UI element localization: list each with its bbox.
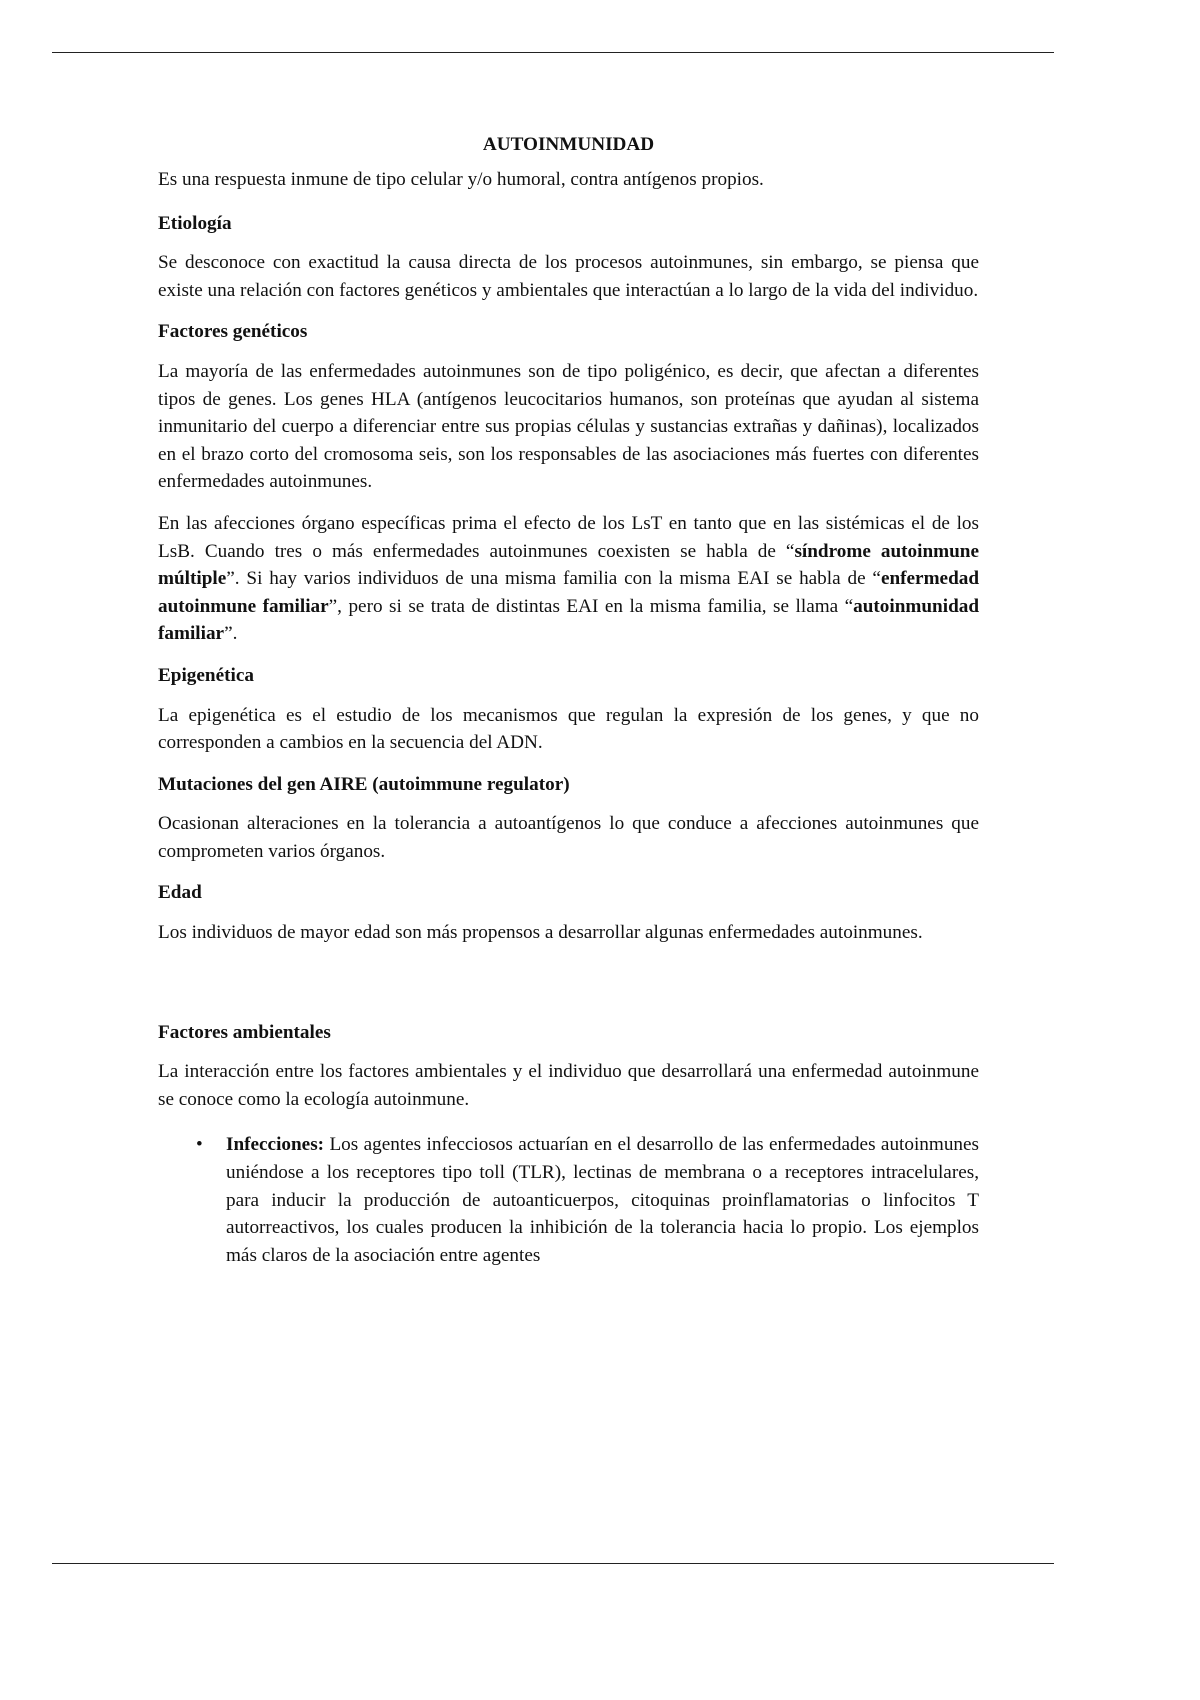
text-run: ”. Si hay varios individuos de una misma familia con la misma EAI se habla de “ — [226, 568, 881, 590]
term-enfermedad-autoinmune-familiar: enfermedad autoinmune familiar — [158, 568, 979, 617]
intro-paragraph: Es una respuesta inmune de tipo celular y/o humoral, contra antígenos propios. — [158, 169, 764, 190]
heading-factores-ambientales: Factores ambientales — [158, 1021, 331, 1043]
text-run: ”, pero si se trata de distintas EAI en la misma familia, se llama “ — [328, 595, 854, 617]
heading-mutaciones-aire: Mutaciones del gen AIRE (autoimmune regulator) — [158, 773, 570, 795]
heading-epigenetica: Epigenética — [158, 664, 254, 686]
paragraph-geneticos-hla: La mayoría de las enfermedades autoinmunes son de tipo poligénico, es decir, que afectan a diferentes tipos de genes. Los genes HLA (antígenos leucocitarios humanos, son proteínas que ayudan al sistema inmunitario del cuerpo a diferenciar entre sus propias células y sustancias extrañas y dañinas), localizados en el brazo corto del cromosoma seis, son los responsables de las asociaciones más fuertes con diferentes enfermedades autoinmunes. — [158, 360, 979, 493]
paragraph-epigenetica: La epigenética es el estudio de los mecanismos que regulan la expresión de los genes, y que no corresponden a cambios en la secuencia del ADN. — [158, 704, 979, 754]
bullet-text-infecciones: Los agentes infecciosos actuarían en el desarrollo de las enfermedades autoinmunes uniéndose a los receptores tipo toll (TLR), lectinas de membrana o a receptores intracelulares, para inducir la producción de autoanticuerpos, citoquinas proinflamatorias o linfocitos T autorreactivos, los cuales producen la inhibición de la tolerancia hacia lo propio. Los ejemplos más claros de la asociación entre agentes — [226, 1134, 979, 1266]
document-title: AUTOINMUNIDAD — [482, 134, 655, 155]
paragraph-factores-ambientales: La interacción entre los factores ambientales y el individuo que desarrollará una enfermedad autoinmune se conoce como la ecología autoinmune. — [158, 1061, 979, 1110]
term-sindrome-autoinmune-multiple: síndrome autoinmune múltiple — [158, 540, 979, 590]
bottom-rule — [52, 1563, 1054, 1564]
paragraph-mutaciones-aire: Ocasionan alteraciones en la tolerancia a autoantígenos lo que conduce a afecciones autoinmunes que comprometen varios órganos. — [158, 813, 979, 862]
text-run: ”. — [224, 623, 238, 645]
bullet-label-infecciones: Infecciones: — [226, 1134, 325, 1156]
top-rule — [52, 52, 1054, 53]
heading-factores-geneticos: Factores genéticos — [158, 321, 308, 343]
text-run: En las afecciones órgano específicas prima el efecto de los LsT en tanto que en las sistémicas el de los LsB. Cuando tres o más enfermedades autoinmunes coexisten se habla de “ — [158, 512, 979, 562]
paragraph-geneticos-afecciones — [158, 510, 979, 648]
bullet-icon: • — [196, 1134, 203, 1156]
document-body — [158, 128, 979, 1269]
list-item — [196, 1131, 979, 1269]
heading-etiologia: Etiología — [158, 212, 232, 234]
paragraph-edad: Los individuos de mayor edad son más propensos a desarrollar algunas enfermedades autoinmunes. — [158, 922, 923, 944]
section-gap — [158, 961, 979, 1019]
heading-edad: Edad — [158, 882, 202, 904]
term-autoinmunidad-familiar: autoinmunidad familiar — [158, 595, 979, 645]
bullet-list — [158, 1131, 979, 1269]
paragraph-etiologia: Se desconoce con exactitud la causa directa de los procesos autoinmunes, sin embargo, se piensa que existe una relación con factores genéticos y ambientales que interactúan a lo largo de la vida del individuo. — [158, 252, 979, 301]
